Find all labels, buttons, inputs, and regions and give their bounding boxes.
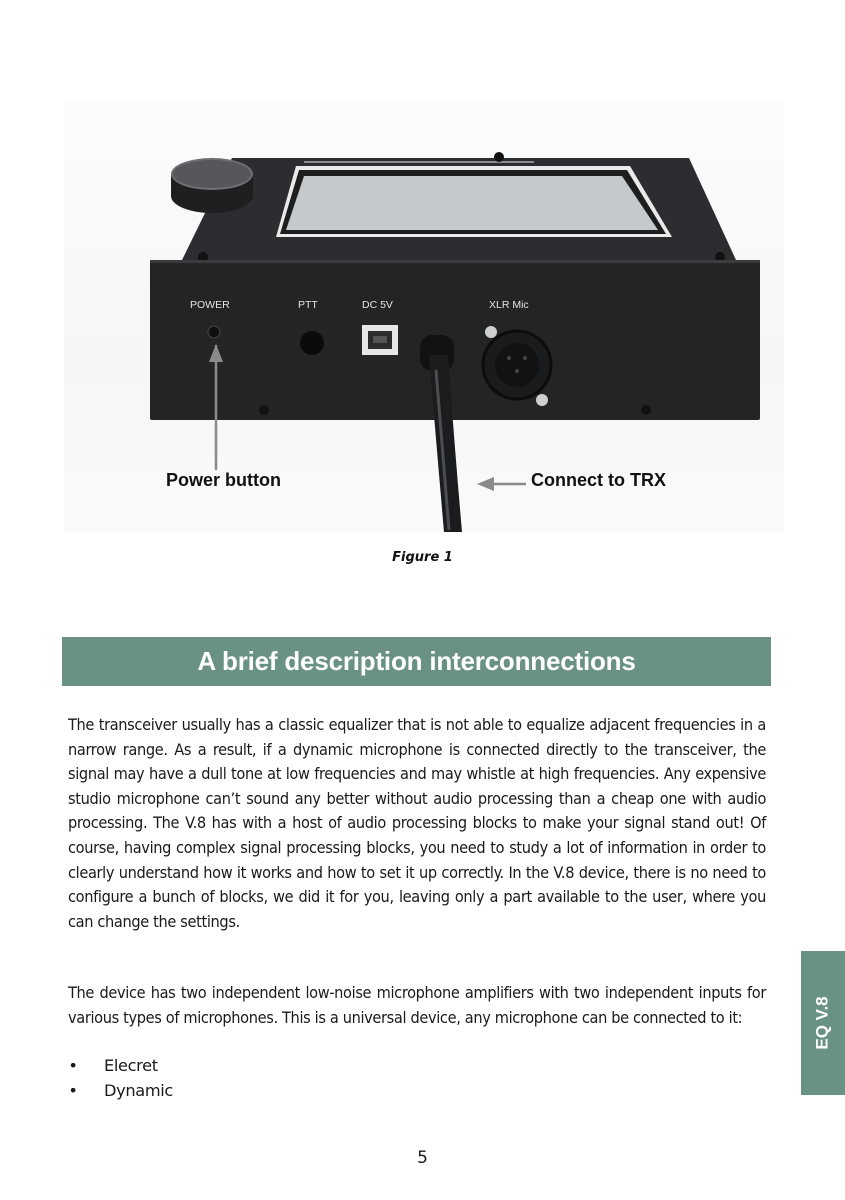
list-item-text: Dynamic [104,1080,173,1100]
power-label: POWER [190,299,230,311]
side-tab [801,951,845,1095]
paragraph-1: The transceiver usually has a classic equalizer that is not able to equalize adjacent frequencies in a narrow range. As a result, if a dynamic microphone is connected directly to the transceiver, the signal may have a dull tone at low frequencies and may whistle at high frequencies. Any expensive studio microphone can’t sound any better without audio processing than a cheap one with audio processing. The V.8 has with a host of audio processing blocks to make your signal stand out! Of course, having complex signal processing blocks, you need to study a lot of information in order to clearly understand how it works and how to set it up correctly. In the V.8 device, there is no need to configure a bunch of blocks, we did it for you, leaving only a part available to the user, where you can change the settings. [68,715,766,931]
device-photo [64,100,784,532]
paragraph-2: The device has two independent low-noise microphone amplifiers with two independent inputs for various types of microphones. This is a universal device, any microphone can be connected to it: [68,983,766,1027]
list-item [68,1054,173,1079]
section-title: A brief description interconnections [197,646,636,676]
power-button-callout: Power button [166,470,281,490]
section-header [62,637,771,686]
list-item [68,1079,173,1104]
bullet-icon: • [68,1056,78,1075]
connect-trx-callout: Connect to TRX [531,470,666,490]
dc-5v-label: DC 5V [362,299,393,311]
bullet-icon: • [68,1080,78,1100]
microphone-types-list [68,1054,173,1103]
page-number: 5 [417,1148,428,1168]
xlr-mic-label: XLR Mic [489,299,529,311]
side-tab-label: EQ V.8 [813,996,832,1050]
list-item-text: Elecret [104,1056,158,1075]
device-figure [64,100,784,532]
figure-caption: Figure 1 [392,550,453,565]
ptt-label: PTT [298,299,318,311]
